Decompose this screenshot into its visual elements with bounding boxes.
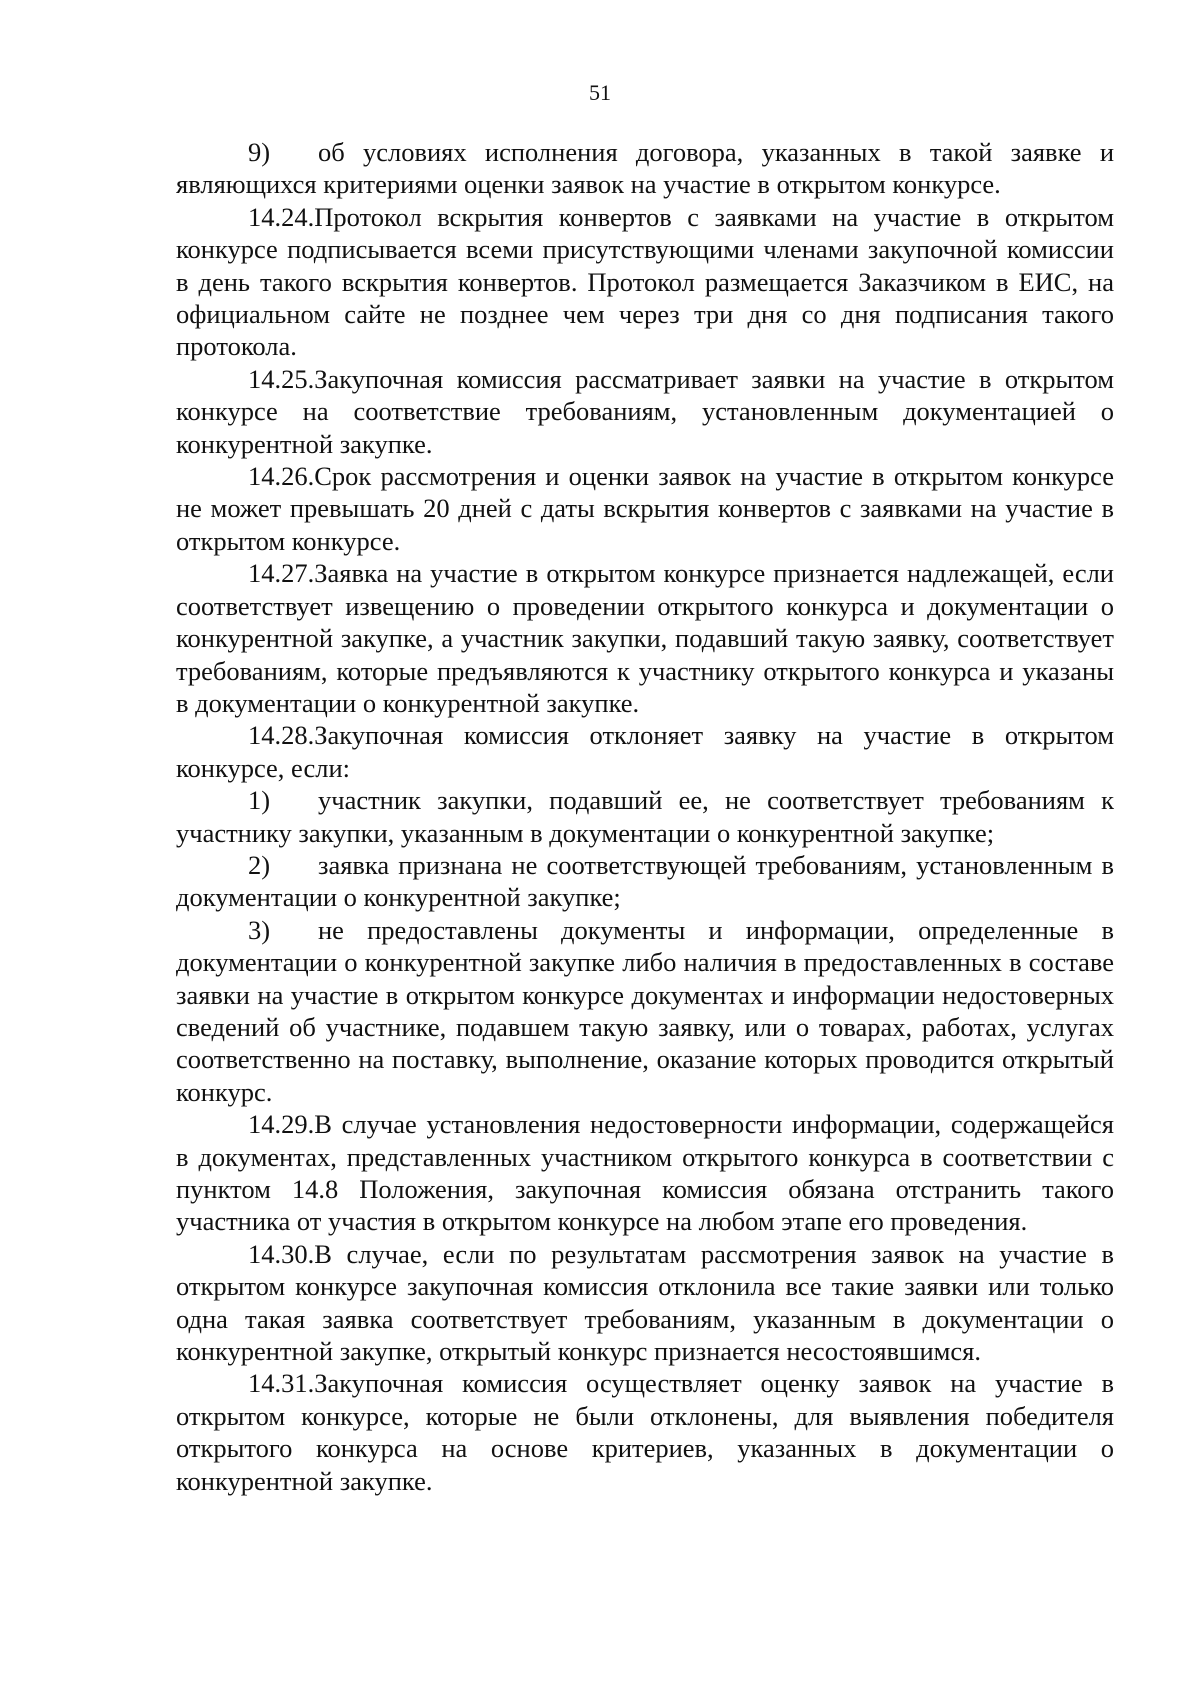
list-item-2: [176, 849, 1114, 914]
document-body: [176, 136, 1114, 1497]
list-item-1: [176, 784, 1114, 849]
list-item-text: участник закупки, подавший ее, не соответствует требованиям к участнику закупки, указанным в документации о конкурентной закупке;: [176, 785, 1114, 848]
paragraph-14-27: 14.27.Заявка на участие в открытом конкурсе признается надлежащей, если соответствует извещению о проведении открытого конкурса и документации о конкурентной закупке, а участник закупки, подавший такую заявку, соответствует требованиям, которые предъявляются к участнику открытого конкурса и указаны в документации о конкурентной закупке.: [176, 558, 1114, 718]
list-item-text: заявка признана не соответствующей требованиям, установленным в документации о конкурентной закупке;: [176, 849, 1114, 913]
list-item-9: [176, 136, 1114, 201]
paragraph-14-31: 14.31.Закупочная комиссия осуществляет оценку заявок на участие в открытом конкурсе, которые не были отклонены, для выявления победителя открытого конкурса на основе критериев, указанных в документации о конкурентной закупке.: [176, 1368, 1114, 1496]
paragraph-14-24: 14.24.Протокол вскрытия конвертов с заявками на участие в открытом конкурсе подписывается всеми присутствующими членами закупочной комиссии в день такого вскрытия конвертов. Протокол размещается Заказчиком в ЕИС, на официальном сайте не позднее чем через три дня со дня подписания такого протокола.: [176, 201, 1114, 362]
paragraph-14-29: 14.29.В случае установления недостоверности информации, содержащейся в документах, представленных участником открытого конкурса в соответствии с пунктом 14.8 Положения, закупочная комиссия обязана отстранить такого участника от участия в открытом конкурсе на любом этапе его проведения.: [176, 1109, 1114, 1237]
list-item-number: 1): [248, 785, 271, 816]
list-item-3: [176, 914, 1114, 1108]
list-item-number: 2): [248, 849, 271, 880]
paragraph-14-26: 14.26.Срок рассмотрения и оценки заявок на участие в открытом конкурсе не может превышать 20 дней с даты вскрытия конвертов с заявками на участие в открытом конкурсе.: [176, 461, 1114, 556]
list-item-number: 9): [248, 137, 271, 167]
list-item-text: об условиях исполнения договора, указанных в такой заявке и являющихся критериями оценки заявок на участие в открытом конкурсе.: [176, 137, 1114, 200]
list-item-text: не предоставлены документы и информации, определенные в документации о конкурентной закупке либо наличия в предоставленных в составе заявки на участие в открытом конкурсе документах и информации недостоверных сведений об участнике, подавшем такую заявку, или о товарах, работах, услугах соответственно на поставку, выполнение, оказание которых проводится открытый конкурс.: [176, 914, 1114, 1107]
paragraph-14-28: 14.28.Закупочная комиссия отклоняет заявку на участие в открытом конкурсе, если:: [176, 720, 1114, 783]
list-item-number: 3): [248, 914, 271, 945]
paragraph-14-25: 14.25.Закупочная комиссия рассматривает заявки на участие в открытом конкурсе на соответствие требованиям, установленным документацией о конкурентной закупке.: [176, 363, 1114, 459]
paragraph-14-30: 14.30.В случае, если по результатам рассмотрения заявок на участие в открытом конкурсе закупочная комиссия отклонила все такие заявки или только одна такая заявка соответствует требованиям, указанным в документации о конкурентной закупке, открытый конкурс признается несостоявшимся.: [176, 1238, 1114, 1367]
page-number: 51: [589, 80, 611, 105]
